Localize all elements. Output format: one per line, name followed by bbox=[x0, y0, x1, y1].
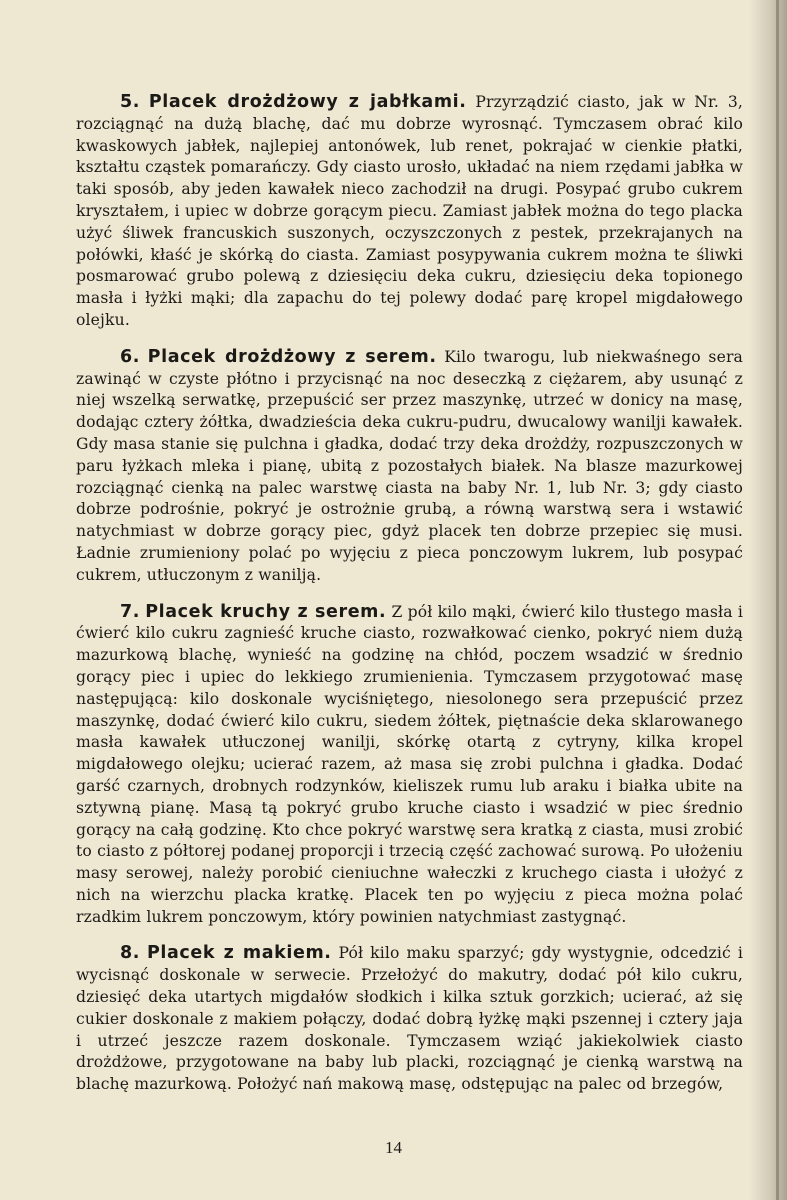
recipe-7 bbox=[76, 602, 743, 929]
recipe-title: Placek drożdżowy z serem. bbox=[147, 346, 437, 367]
recipe-6 bbox=[76, 347, 743, 587]
recipe-5 bbox=[76, 92, 743, 332]
recipe-body: Kilo twarogu, lub niekwaśnego sera zawinąć w czyste płótno i przycisnąć na noc deseczką z ciężarem, aby usunąć z niej wszelką serwatkę, przepuścić ser przez maszynkę, utrzeć w donicy na masę, dodając cztery żółtka, dwadzieścia deka cukru-pudru, dwucalowy wanilji kawałek. Gdy masa stanie się pulchna i gładka, dodać trzy deka drożdży, rozpuszczonych w paru łyżkach mleka i pianę, ubitą z pozostałych białek. Na blasze mazurkowej rozciągnąć cienką na palec warstwę ciasta na baby Nr. 1, lub Nr. 3; gdy ciasto dobrze podrośnie, pokryć je ostrożnie grubą, a równą warstwą sera i wstawić natychmiast w dobrze gorący piec, gdyż placek ten dobrze przepiec się musi. Ładnie zrumieniony polać po wyjęciu z pieca ponczowym lukrem, lub posypać cukrem, utłuczonym z wanilją. bbox=[76, 347, 743, 584]
recipe-number: 5. bbox=[120, 92, 141, 112]
page-edge-shadow bbox=[749, 0, 787, 1200]
page-content bbox=[76, 92, 743, 1111]
recipe-8 bbox=[76, 943, 743, 1096]
recipe-number: 6. bbox=[120, 346, 141, 367]
recipe-title: Placek z makiem. bbox=[146, 943, 332, 964]
page-number: 14 bbox=[385, 1138, 402, 1157]
recipe-title: Placek drożdżowy z jabłkami. bbox=[148, 92, 467, 112]
recipe-body: Przyrządzić ciasto, jak w Nr. 3, rozciągnąć na dużą blachę, dać mu dobrze wyrosnąć. Tymczasem obrać kilo kwaskowych jabłek, najlepiej antonówek, lub renet, pokrajać w cienkie płatki, kształtu cząstek pomarańczy. Gdy ciasto urosło, układać na niem rzędami jabłka w taki sposób, aby jeden kawałek nieco zachodził na drugi. Posypać grubo cukrem kryształem, i upiec w dobrze gorącym piecu. Zamiast jabłek można do tego placka użyć śliwek francuskich suszonych, oczyszczonych z pestek, przekrajanych na połówki, kłaść je skórką do ciasta. Zamiast posypywania cukrem można te śliwki posmarować grubo polewą z dziesięciu deka cukru, dziesięciu deka topionego masła i łyżki mąki; dla zapachu do tej polewy dodać parę kropel migdałowego olejku. bbox=[76, 93, 744, 329]
recipe-body: Pół kilo maku sparzyć; gdy wystygnie, odcedzić i wycisnąć doskonale w serwecie. Przełożyć do makutry, dodać pół kilo cukru, dziesięć deka utartych migdałów słodkich i kilka sztuk gorzkich; ucierać, aż się cukier doskonale z makiem połączy, dodać dobrą łyżkę mąki pszennej i cztery jaja i utrzeć jeszcze razem doskonale. Tymczasem wziąć jakiekolwiek ciasto drożdżowe, przygotowane na baby lub placki, rozciągnąć je cienką warstwą na blachę mazurkową. Położyć nań makową masę, odstępując na palec od brzegów, bbox=[76, 944, 743, 1094]
recipe-body: Z pół kilo mąki, ćwierć kilo tłustego masła i ćwierć kilo cukru zagnieść kruche ciasto, rozwałkować cienko, pokryć niem dużą mazurkową blachę, wynieść na godzinę na chłód, poczem wsadzić w średnio gorący piec i upiec do lekkiego zrumienienia. Tymczasem przygotować masę następującą: kilo doskonale wyciśniętego, niesolonego sera przepuścić przez maszynkę, dodać ćwierć kilo cukru, siedem żółtek, piętnaście deka sklarowanego masła kawałek utłuczonej wanilji, skórkę otartą z cytryny, kilka kropel migdałowego olejku; ucierać razem, aż masa się zrobi pulchna i gładka. Dodać garść czarnych, drobnych rodzynków, kieliszek rumu lub araku i białka ubite na sztywną pianę. Masą tą pokryć grubo kruche ciasto i wsadzić w piec średnio gorący na całą godzinę. Kto chce pokryć warstwę sera kratką z ciasta, musi zrobić to ciasto z półtorej podanej proporcji i trzecią część zachować surową. Po ułożeniu masy serowej, należy porobić cieniuchne wałeczki z kruchego ciasta i ułożyć z nich na wierzchu placka kratkę. Placek ten po wyjęciu z pieca można polać rzadkim lukrem ponczowym, który powinien natychmiast zastygnąć. bbox=[76, 602, 743, 926]
recipe-number: 7. bbox=[120, 601, 141, 622]
recipe-number: 8. bbox=[120, 943, 141, 964]
page-edge-line bbox=[776, 0, 779, 1200]
recipe-title: Placek kruchy z serem. bbox=[145, 601, 387, 622]
